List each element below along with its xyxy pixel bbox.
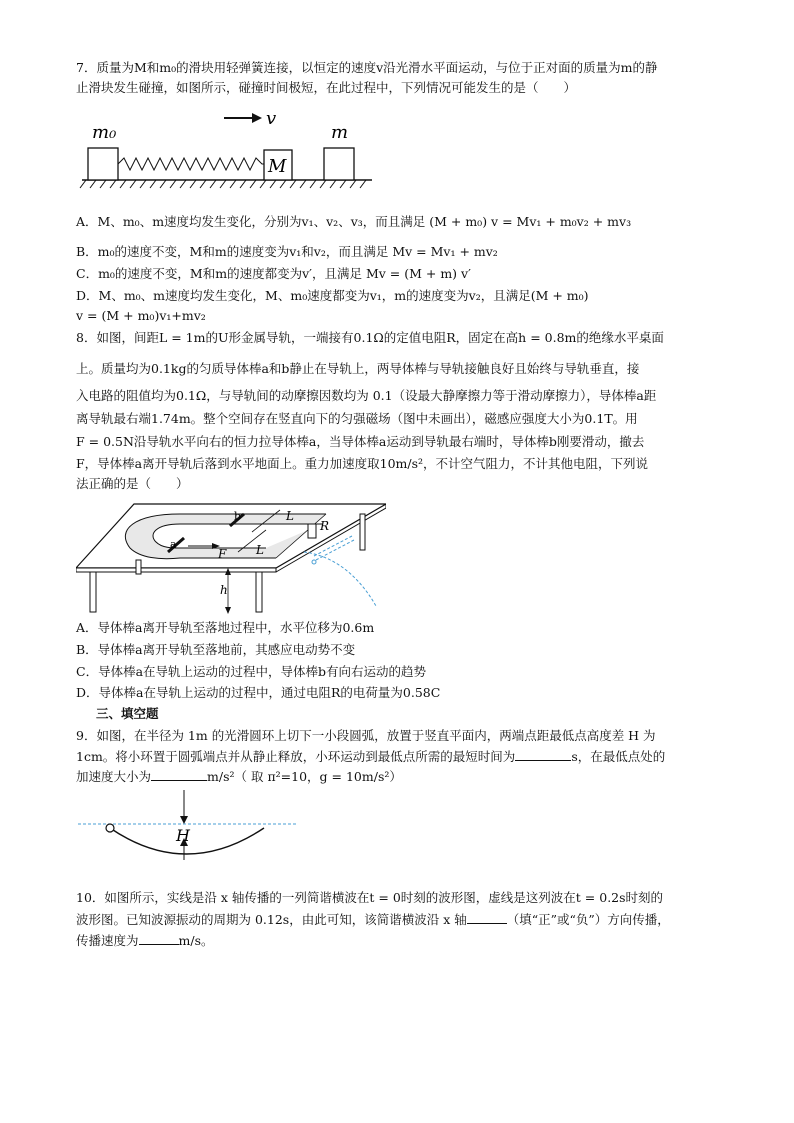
- q9-line3-text-a: 加速度大小为: [76, 769, 152, 784]
- q8-option-a: A．导体棒a离开导轨至落地过程中，水平位移为0.6m: [76, 620, 375, 635]
- spring: [118, 158, 264, 170]
- q7-stem-line2: 止滑块发生碰撞，如图所示，碰撞时间极短，在此过程中，下列情况可能发生的是（ ）: [76, 80, 577, 95]
- section3-title: 三、填空题: [96, 706, 159, 721]
- q8-stem-line5: F = 0.5N沿导轨水平向右的恒力拉导体棒a，当导体棒a运动到导轨最右端时，导体棒b刚要滑动，撤去: [76, 434, 645, 449]
- q8-option-c: C．导体棒a在导轨上运动的过程中，导体棒b有向右运动的趋势: [76, 664, 427, 679]
- label-m: m: [331, 122, 349, 143]
- q7-option-d-line1: D．M、m₀、m速度均发生变化，M、m₀速度都变为v₁，m的速度变为v₂，且满足(M + m₀): [76, 288, 589, 303]
- label-F: F: [218, 547, 227, 561]
- q9-line2-text-a: 1cm。将小环置于圆弧端点并从静止释放，小环运动到最低点所需的最短时间为: [76, 749, 516, 764]
- label-M: M: [268, 156, 287, 177]
- q8-stem-line3: 入电路的阻值均为0.1Ω，与导轨间的动摩擦因数均为 0.1（设最大静摩擦力等于滑动摩擦力），导体棒a距: [76, 388, 657, 403]
- q8-option-d: D．导体棒a在导轨上运动的过程中，通过电阻R的电荷量为0.58C: [76, 685, 441, 700]
- label-v: v: [266, 108, 277, 129]
- q10-blank-speed[interactable]: [139, 932, 179, 945]
- q9-line2: [76, 748, 665, 765]
- q10-line2-text-b: （填“正”或“负”）方向传播，: [506, 912, 670, 927]
- q9-line1: 9．如图，在半径为 1m 的光滑圆环上切下一小段圆弧，放置于竖直平面内，两端点距最低点高度差 H 为: [76, 728, 656, 743]
- q10-line3-text-a: 传播速度为: [76, 933, 139, 948]
- q7-figure: [76, 100, 376, 192]
- label-a: a: [170, 538, 177, 551]
- q7-stem-line1: 7．质量为M和m₀的滑块用轻弹簧连接，以恒定的速度v沿光滑水平面运动，与位于正对面的质量为m的静: [76, 60, 658, 75]
- q8-option-b: B．导体棒a离开导轨至落地前，其感应电动势不变: [76, 642, 356, 657]
- q10-line2: [76, 911, 670, 928]
- label-h: h: [220, 583, 228, 597]
- arrow-down-icon: [180, 816, 188, 824]
- velocity-arrow-icon: [252, 113, 262, 123]
- label-L-bottom: L: [256, 543, 264, 557]
- q7-option-b: B．m₀的速度不变，M和m的速度变为v₁和v₂，而且满足 Mv = Mv₁ + mv₂: [76, 244, 498, 259]
- label-b: b: [234, 510, 242, 523]
- q9-line3-text-b: m/s²（ 取 π²=10，g = 10m/s²）: [207, 769, 402, 784]
- q10-line2-text-a: 波形图。已知波源振动的周期为 0.12s，由此可知，该简谐横波沿 x 轴: [76, 912, 467, 927]
- label-R: R: [320, 519, 330, 533]
- q9-line2-text-b: s，在最低点处的: [571, 749, 666, 764]
- q8-stem-line6: F，导体棒a离开导轨后落到水平地面上。重力加速度取10m/s²，不计空气阻力，不计其他电阻，下列说: [76, 456, 649, 471]
- q9-blank-acceleration[interactable]: [151, 768, 207, 781]
- block-m: [324, 148, 354, 180]
- resistor-R: [308, 524, 316, 538]
- q7-option-c: C．m₀的速度不变，M和m的速度都变为v′，且满足 Mv = (M + m) v′: [76, 266, 471, 281]
- q8-stem-line2: 上。质量均为0.1kg的匀质导体棒a和b静止在导轨上，两导体棒与导轨接触良好且始终与导轨垂直，接: [76, 361, 640, 376]
- q10-line1: 10．如图所示，实线是沿 x 轴传播的一列简谐横波在t = 0时刻的波形图，虚线是这列波在t = 0.2s时刻的: [76, 890, 664, 905]
- small-ring-icon: [106, 824, 114, 832]
- q8-stem-line4: 离导轨最右端1.74m。整个空间存在竖直向下的匀强磁场（图中未画出），磁感应强度大小为0.1T。用: [76, 411, 638, 426]
- q8-stem-line7: 法正确的是（ ）: [76, 476, 189, 491]
- q10-line3-text-b: m/s。: [178, 933, 214, 948]
- q7-option-a: A．M、m₀、m速度均发生变化，分别为v₁、v₂、v₃，而且满足 (M + m₀) v = Mv₁ + m₀v₂ + mv₃: [76, 214, 632, 229]
- q9-line3: [76, 768, 402, 785]
- label-m0: m₀: [92, 122, 117, 143]
- label-H: H: [176, 826, 190, 845]
- q8-figure: [76, 500, 386, 618]
- q9-figure: [76, 788, 302, 864]
- q10-blank-direction[interactable]: [467, 911, 507, 924]
- block-m0: [88, 148, 118, 180]
- q7-option-d-line2: v = (M + m₀)v₁+mv₂: [76, 308, 206, 323]
- q8-stem-line1: 8．如图，间距L = 1m的U形金属导轨，一端接有0.1Ω的定值电阻R，固定在高h = 0.8m的绝缘水平桌面: [76, 330, 664, 345]
- q10-line3: [76, 932, 214, 949]
- q9-blank-time[interactable]: [515, 748, 571, 761]
- label-L-top: L: [286, 509, 294, 523]
